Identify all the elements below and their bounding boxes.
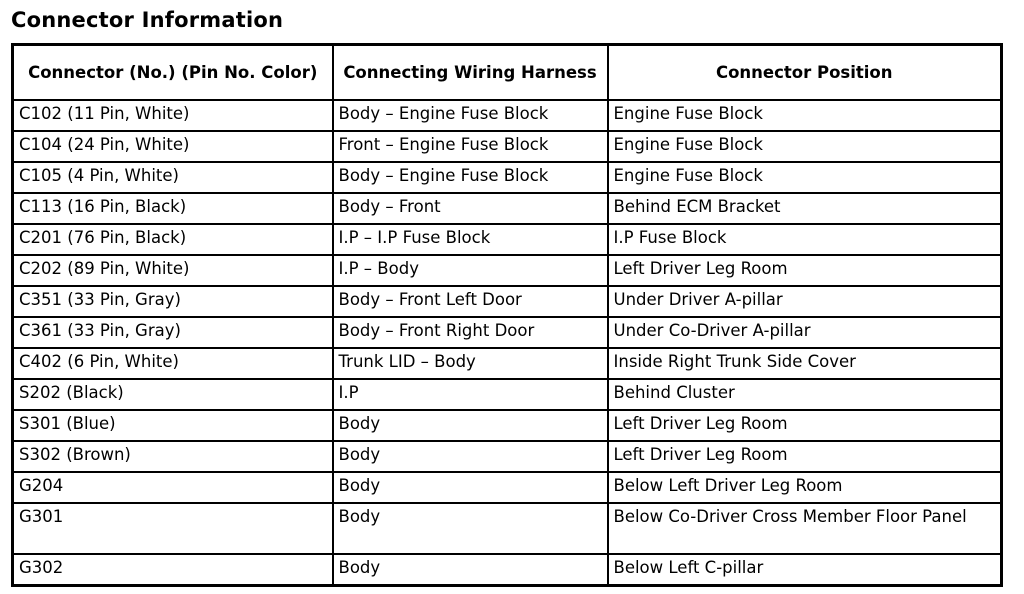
cell-harness: I.P – Body — [333, 255, 608, 286]
cell-position: Below Left C-pillar — [608, 554, 1002, 586]
table-row — [13, 410, 1002, 441]
cell-connector: S302 (Brown) — [13, 441, 333, 472]
cell-harness: Trunk LID – Body — [333, 348, 608, 379]
cell-connector: S301 (Blue) — [13, 410, 333, 441]
cell-connector: C402 (6 Pin, White) — [13, 348, 333, 379]
connector-info-table — [11, 43, 1003, 587]
cell-harness: Front – Engine Fuse Block — [333, 131, 608, 162]
table-header-row — [13, 45, 1002, 101]
cell-position: Engine Fuse Block — [608, 162, 1002, 193]
cell-position: Behind Cluster — [608, 379, 1002, 410]
table-row — [13, 503, 1002, 554]
cell-harness: I.P — [333, 379, 608, 410]
cell-position: Left Driver Leg Room — [608, 441, 1002, 472]
table-row — [13, 286, 1002, 317]
cell-harness: Body — [333, 503, 608, 554]
cell-harness: I.P – I.P Fuse Block — [333, 224, 608, 255]
cell-connector: C102 (11 Pin, White) — [13, 100, 333, 131]
cell-position: Left Driver Leg Room — [608, 255, 1002, 286]
table-row — [13, 348, 1002, 379]
cell-harness: Body — [333, 472, 608, 503]
cell-position: Behind ECM Bracket — [608, 193, 1002, 224]
cell-harness: Body — [333, 410, 608, 441]
cell-connector: C201 (76 Pin, Black) — [13, 224, 333, 255]
cell-position: Under Co-Driver A-pillar — [608, 317, 1002, 348]
table-row — [13, 441, 1002, 472]
table-row — [13, 162, 1002, 193]
cell-harness: Body – Front — [333, 193, 608, 224]
cell-harness: Body – Front Right Door — [333, 317, 608, 348]
table-row — [13, 554, 1002, 586]
page-title: Connector Information — [11, 8, 284, 32]
cell-position: I.P Fuse Block — [608, 224, 1002, 255]
cell-harness: Body — [333, 441, 608, 472]
table-row — [13, 131, 1002, 162]
table-row — [13, 255, 1002, 286]
table-row — [13, 100, 1002, 131]
cell-harness: Body – Engine Fuse Block — [333, 162, 608, 193]
cell-connector: C105 (4 Pin, White) — [13, 162, 333, 193]
table-row — [13, 224, 1002, 255]
cell-connector: S202 (Black) — [13, 379, 333, 410]
table-row — [13, 193, 1002, 224]
cell-position: Below Left Driver Leg Room — [608, 472, 1002, 503]
cell-connector: G302 — [13, 554, 333, 586]
cell-position: Left Driver Leg Room — [608, 410, 1002, 441]
cell-connector: C351 (33 Pin, Gray) — [13, 286, 333, 317]
column-header-position: Connector Position — [608, 45, 1002, 101]
table-row — [13, 317, 1002, 348]
cell-connector: G301 — [13, 503, 333, 554]
cell-position: Engine Fuse Block — [608, 100, 1002, 131]
table-row — [13, 379, 1002, 410]
cell-connector: G204 — [13, 472, 333, 503]
column-header-connector: Connector (No.) (Pin No. Color) — [13, 45, 333, 101]
cell-position: Inside Right Trunk Side Cover — [608, 348, 1002, 379]
cell-harness: Body – Engine Fuse Block — [333, 100, 608, 131]
cell-position: Below Co-Driver Cross Member Floor Panel — [608, 503, 1002, 554]
table-row — [13, 472, 1002, 503]
cell-position: Under Driver A-pillar — [608, 286, 1002, 317]
cell-position: Engine Fuse Block — [608, 131, 1002, 162]
cell-harness: Body — [333, 554, 608, 586]
cell-connector: C113 (16 Pin, Black) — [13, 193, 333, 224]
cell-connector: C361 (33 Pin, Gray) — [13, 317, 333, 348]
cell-connector: C104 (24 Pin, White) — [13, 131, 333, 162]
cell-harness: Body – Front Left Door — [333, 286, 608, 317]
cell-connector: C202 (89 Pin, White) — [13, 255, 333, 286]
column-header-harness: Connecting Wiring Harness — [333, 45, 608, 101]
